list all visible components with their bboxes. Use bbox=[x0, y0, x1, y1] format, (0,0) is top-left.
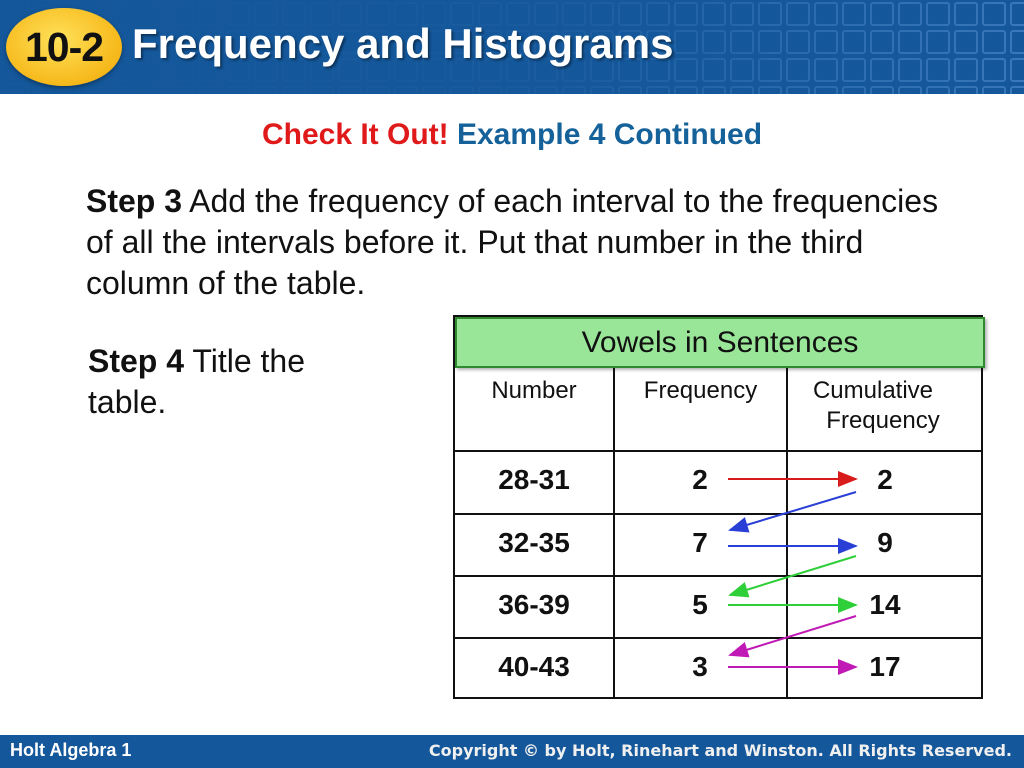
cell-number: 28-31 bbox=[498, 464, 570, 495]
cell-number: 32-35 bbox=[498, 527, 570, 558]
table-row-divider bbox=[453, 637, 983, 639]
cell-cumulative: 9 bbox=[877, 527, 893, 558]
cell-number: 36-39 bbox=[498, 589, 570, 620]
cell-cumulative: 14 bbox=[869, 589, 901, 620]
cell-cumulative: 2 bbox=[877, 464, 893, 495]
step3-label: Step 3 bbox=[86, 183, 183, 219]
table-col-divider bbox=[613, 368, 615, 698]
cell-number: 40-43 bbox=[498, 651, 570, 682]
slide-subtitle bbox=[0, 118, 1024, 152]
table-title: Vowels in Sentences bbox=[455, 317, 985, 368]
cell-frequency: 2 bbox=[692, 464, 708, 495]
step4-label: Step 4 bbox=[88, 343, 185, 379]
lesson-number: 10-2 bbox=[24, 23, 104, 70]
cell-frequency: 5 bbox=[692, 589, 708, 620]
table-row-divider bbox=[453, 450, 983, 452]
footer-copyright: Copyright © by Holt, Rinehart and Winston. All Rights Reserved. bbox=[428, 741, 1012, 760]
header-frequency: Frequency bbox=[643, 377, 758, 404]
frequency-table bbox=[453, 315, 983, 699]
subtitle-check-it-out: Check It Out! bbox=[261, 118, 449, 151]
step4-text: Title the table. bbox=[88, 343, 305, 420]
table-row-divider bbox=[453, 575, 983, 577]
header-cumulative-line2: Frequency bbox=[826, 407, 940, 434]
step4-paragraph bbox=[88, 341, 388, 423]
table-row-divider bbox=[453, 513, 983, 515]
footer-course: Holt Algebra 1 bbox=[10, 740, 132, 760]
step3-text: Add the frequency of each interval to the frequencies of all the intervals before it. Put that number in the third column of the table. bbox=[86, 183, 939, 301]
page-title: Frequency and Histograms bbox=[132, 20, 674, 67]
cell-frequency: 7 bbox=[692, 527, 708, 558]
table-col-divider bbox=[786, 368, 788, 698]
header-cumulative-line1: Cumulative bbox=[812, 377, 934, 404]
cell-frequency: 3 bbox=[692, 651, 708, 682]
cell-cumulative: 17 bbox=[869, 651, 901, 682]
step3-paragraph bbox=[86, 181, 956, 304]
header-number: Number bbox=[491, 377, 577, 404]
subtitle-example: Example 4 Continued bbox=[456, 118, 763, 151]
